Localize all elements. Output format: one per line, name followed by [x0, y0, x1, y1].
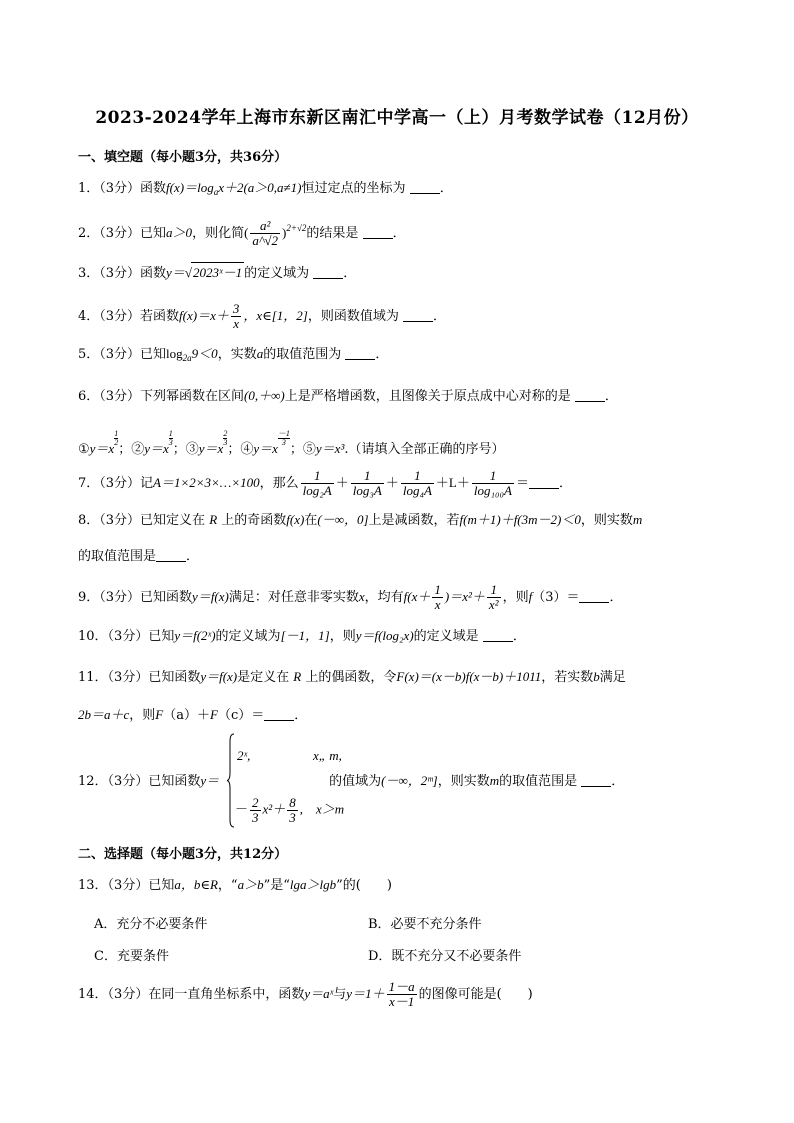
answer-blank[interactable]	[579, 590, 609, 603]
question-11-line2: 2b＝a＋c，则F（a）＋F（c）＝ ．	[78, 707, 308, 723]
answer-blank[interactable]	[313, 266, 343, 279]
answer-blank[interactable]	[403, 309, 433, 322]
question-14: 14．（3分）在同一直角坐标系中，函数y＝aˣ与y＝1＋ $\frac{1-a}{x-1}$ 的图像可能是( )	[78, 979, 533, 1009]
option-c[interactable]: C．充要条件	[94, 949, 169, 964]
option-d[interactable]: D．既不充分又不必要条件	[368, 949, 522, 964]
question-12: 12．（3分）已知函数y＝ 的值域为(－∞，2ᵐ]，则实数m的取值范围是 ．	[78, 773, 625, 789]
question-4: 4．（3分）若函数f(x)＝x＋ $\frac{3}{x}$ ，x∈[1，2]，则函数值域为 ．	[78, 301, 447, 331]
question-6: 6．（3分）下列幂函数在区间(0,＋∞)上是严格增函数，且图像关于原点成中心对称的是 ．	[78, 388, 618, 404]
page-title: 2023-2024学年上海市东新区南汇中学高一（上）月考数学试卷（12月份）	[95, 108, 699, 128]
answer-blank[interactable]	[529, 476, 559, 489]
question-13: 13．（3分）已知a，b∈R，“a＞b”是“lga＞lgb”的( )	[78, 877, 392, 893]
question-8-line2: 的取值范围是 ．	[78, 549, 200, 564]
question-11: 11．（3分）已知函数y＝f(x)是定义在 R 上的偶函数，令F(x)＝(x－b)f(x－b)＋1011，若实数b满足	[78, 669, 626, 685]
answer-blank[interactable]	[581, 774, 611, 787]
answer-blank[interactable]	[156, 549, 186, 562]
answer-blank[interactable]	[410, 181, 440, 194]
question-8: 8．（3分）已知定义在 R 上的奇函数f(x)在(－∞，0]上是减函数，若f(m＋1)＋f(3m－2)＜0，则实数m	[78, 512, 643, 528]
section-fill-in: 一、填空题（每小题3分，共36分）	[78, 150, 288, 165]
option-a[interactable]: A．充分不必要条件	[94, 917, 208, 932]
piece-2-expr: － $\frac{2}{3}$ x²＋ $\frac{8}{3}$ , x＞m	[235, 795, 345, 825]
question-6-options: ①y＝x $\frac{1}{2}$；②y＝x $\frac{1}{3}$；③y＝x $\frac{2}{3}$；④y＝x $\frac{-1}{3}$；⑤y＝x³.（请填入全部正确的序号）	[78, 429, 505, 457]
question-3: 3．（3分）函数y＝√2023ˣ－1 的定义域为 ．	[78, 262, 356, 284]
piecewise-brace	[227, 733, 235, 828]
piece-1-cond: x„ m,	[313, 748, 342, 763]
answer-blank[interactable]	[483, 629, 513, 642]
answer-blank[interactable]	[264, 708, 294, 721]
question-9: 9．（3分）已知函数y＝f(x)满足：对任意非零实数x，均有f(x＋ $\frac{1}{x}$ )＝x²＋ $\frac{1}{\text{x²}}$ ，则f（3）＝ ．	[78, 582, 623, 612]
answer-blank[interactable]	[345, 347, 375, 360]
answer-blank[interactable]	[575, 389, 605, 402]
question-5: 5．（3分）已知$\log_{2a}9<0$，实数a的取值范围为 ．	[78, 346, 389, 363]
question-7: 7．（3分）记A＝1×2×3×…×100，那么 $\frac{1}{\text{log₂A}}$ ＋ $\frac{1}{\text{log₃A}}$ ＋ $\frac{1}{\text{log₄A}}$ ＋L＋ $\frac{1}{\text{log₁₀₀A}}$ ＝ ．	[78, 468, 573, 498]
question-10: 10．（3分）已知y＝f(2ˣ)的定义域为[－1，1]，则y＝f(log₂x)的定义域是 ．	[78, 628, 526, 644]
question-2: 2．（3分）已知a＞0，则化简( $\frac{\text{a²}}{a\^{}√2}$ )$^{2+√2}$的结果是 ．	[78, 218, 406, 248]
answer-blank[interactable]	[363, 226, 393, 239]
question-1: 1．（3分）函数$f(x)=\log_ax+2(a>0,a\ne 1)$恒过定点的坐标为 ．	[78, 180, 453, 197]
section-choice: 二、选择题（每小题3分，共12分）	[78, 847, 288, 862]
option-b[interactable]: B．必要不充分条件	[368, 917, 482, 932]
piece-1-expr: 2ˣ,	[237, 748, 251, 763]
